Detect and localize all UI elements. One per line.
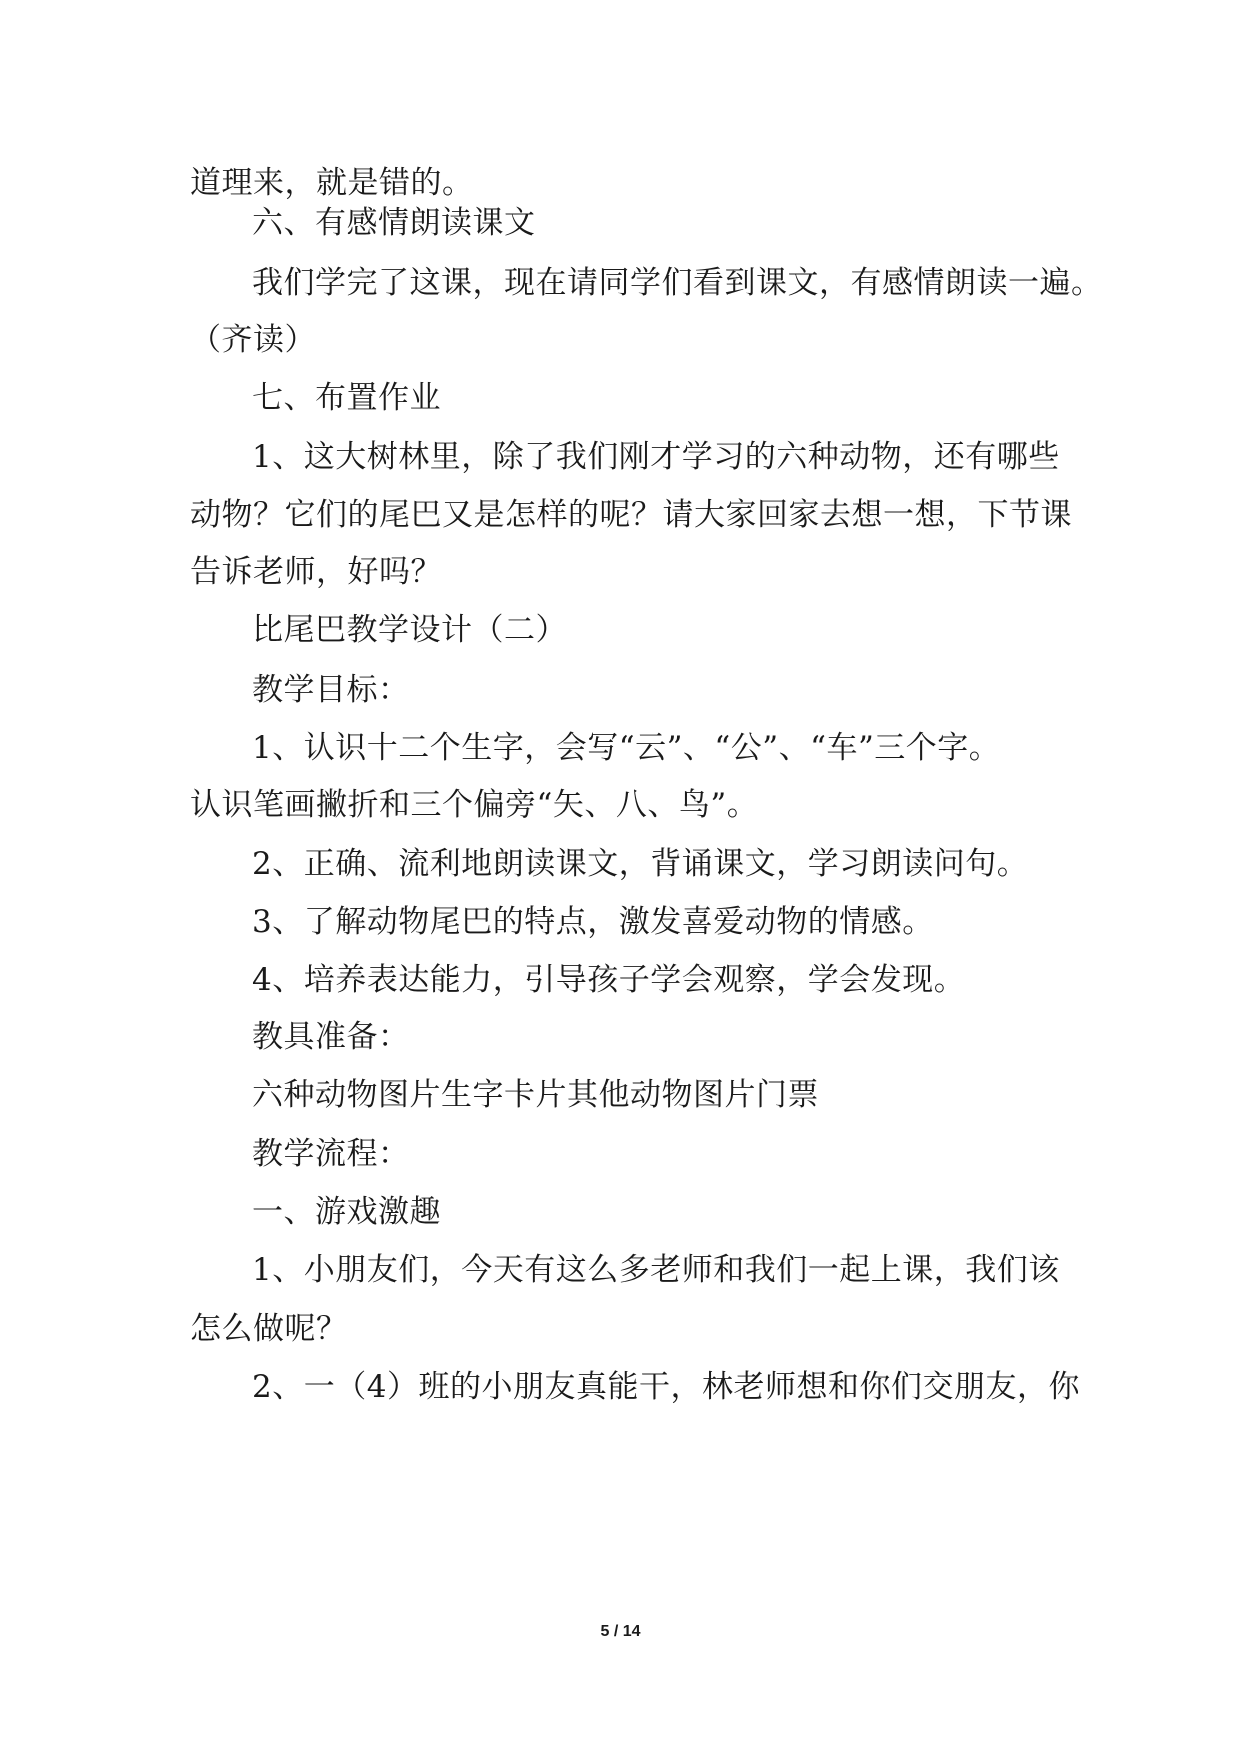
text-line: 道理来，就是错的。 [190,165,474,201]
text-line: 六种动物图片生字卡片其他动物图片门票 [252,1077,819,1113]
text-line: 4、培养表达能力，引导孩子学会观察，学会发现。 [252,962,966,998]
section-heading: 教具准备： [252,1019,410,1055]
section-heading: 七、布置作业 [252,380,441,416]
text-line: 2、正确、流利地朗读课文，背诵课文，学习朗读问句。 [252,846,1029,882]
section-heading: 六、有感情朗读课文 [252,205,536,241]
text-line: 1、小朋友们，今天有这么多老师和我们一起上课，我们该 [252,1252,1060,1288]
text-line: 1、认识十二个生字，会写“云”、“公”、“车”三个字。 [252,730,1001,766]
document-title: 比尾巴教学设计（二） [252,612,567,648]
text-line: （齐读） [190,322,316,358]
text-line: 告诉老师，好吗？ [190,554,442,590]
text-line: 认识笔画撇折和三个偏旁“矢、八、鸟”。 [190,787,759,823]
text-line: 动物？它们的尾巴又是怎样的呢？请大家回家去想一想，下节课 [190,497,1072,533]
page-number: 5 / 14 [600,1623,641,1640]
text-line: 3、了解动物尾巴的特点，激发喜爱动物的情感。 [252,904,934,940]
section-heading: 教学目标： [252,672,410,708]
text-line: 2、一（4）班的小朋友真能干，林老师想和你们交朋友，你 [252,1369,1080,1405]
text-line: 1、这大树林里，除了我们刚才学习的六种动物，还有哪些 [252,439,1060,475]
text-line: 怎么做呢？ [190,1311,348,1347]
text-line: 我们学完了这课，现在请同学们看到课文，有感情朗读一遍。 [252,265,1103,301]
section-heading: 教学流程： [252,1136,410,1172]
section-heading: 一、游戏激趣 [252,1194,441,1230]
